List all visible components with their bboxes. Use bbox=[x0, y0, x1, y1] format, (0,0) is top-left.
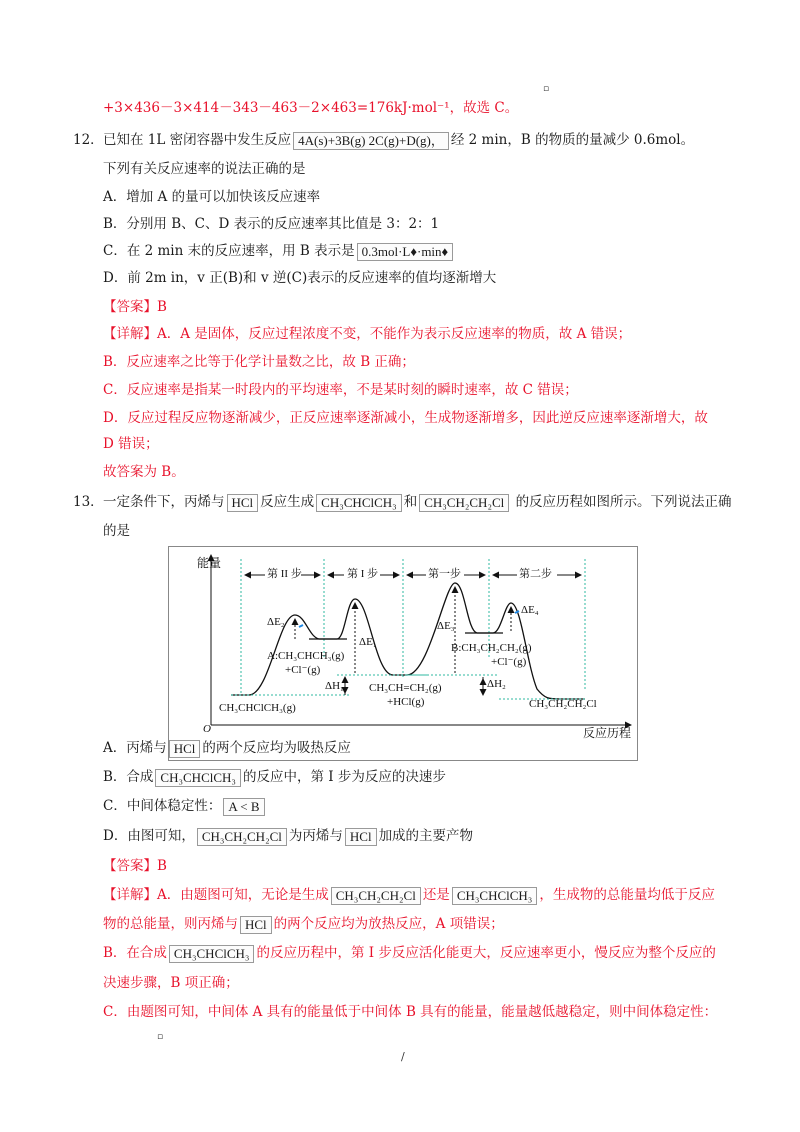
q12-explanation-3: C．反应速率是指某一时段内的平均速率，不是某时刻的瞬时速率，故 C 错误； bbox=[103, 382, 578, 398]
q13-exp1-text2: 还是 bbox=[422, 887, 450, 903]
q12-explanation-5: D 错误； bbox=[103, 436, 159, 452]
q12-text-b: 经 2 min，B 的物质的量减少 0.6mol。 bbox=[450, 132, 695, 148]
step-label-ii: 第 II 步 bbox=[267, 568, 302, 580]
q12-explanation-4: D．反应过程反应物逐渐减少，正反应速率逐渐减小，生成物逐渐增多，因此逆反应速率逐渐增大，故 bbox=[103, 410, 708, 426]
q12-text-a: 已知在 1L 密闭容器中发生反应 bbox=[103, 132, 292, 148]
x-axis-label: 反应历程 bbox=[583, 726, 632, 740]
q13-option-a-text1: A．丙烯与 bbox=[103, 740, 167, 756]
intermediate-a-line2: +Cl⁻(g) bbox=[285, 664, 321, 676]
product-1-box: CH₃CHClCH₃ bbox=[316, 494, 402, 512]
label-de2: ΔE₂ bbox=[267, 616, 285, 628]
q13-option-c bbox=[103, 796, 267, 816]
q13-option-d-text1: D．由图可知， bbox=[103, 828, 195, 844]
q13-exp3-text1: B．在合成 bbox=[103, 945, 167, 961]
q12-option-c-text: C．在 2 min 末的反应速率，用 B 表示是 bbox=[103, 243, 355, 259]
reaction-energy-diagram bbox=[168, 546, 638, 761]
q13-exp1-formula-a: CH₃CH₂CH₂Cl bbox=[331, 887, 421, 905]
q13-option-c-box: A < B bbox=[223, 798, 264, 816]
q12-answer: 【答案】B bbox=[103, 299, 167, 315]
q13-exp2-hcl: HCl bbox=[240, 916, 272, 934]
q13-number: 13． bbox=[73, 494, 104, 510]
q12-number: 12． bbox=[73, 132, 104, 148]
intermediate-a-line1: A:CH₃CHCH₃(g) bbox=[267, 650, 345, 662]
q12-option-b: B．分别用 B、C、D 表示的反应速率其比值是 3：2：1 bbox=[103, 216, 440, 232]
label-dh1: ΔH₁ bbox=[325, 680, 344, 692]
diagram-labels bbox=[219, 604, 597, 714]
q13-option-d bbox=[103, 826, 473, 846]
origin-label: O bbox=[203, 723, 211, 735]
q13-exp3-text2: 的反应历程中，第 I 步反应活化能更大，反应速率更小，慢反应为整个反应的 bbox=[256, 945, 716, 961]
q13-option-b-formula: CH₃CHClCH₃ bbox=[155, 769, 241, 787]
q12-equation-box: 4A(s)+3B(g) 2C(g)+D(g)， bbox=[293, 132, 449, 150]
q12-explanation-2: B．反应速率之比等于化学计量数之比，故 B 正确； bbox=[103, 354, 415, 370]
q13-exp1-text1: 【详解】A．由题图可知，无论是生成 bbox=[103, 887, 329, 903]
product-2-box: CH₃CH₂CH₂Cl bbox=[419, 494, 509, 512]
q13-text-d: 的反应历程如图所示。下列说法正确 bbox=[515, 494, 732, 510]
q13-exp3-formula: CH₃CHClCH₃ bbox=[169, 945, 255, 963]
step-label-first: 第一步 bbox=[428, 568, 461, 580]
q13-exp1-formula-b: CH₃CHClCH₃ bbox=[452, 887, 538, 905]
q13-answer: 【答案】B bbox=[103, 858, 167, 874]
previous-answer-line: +3×436－3×414－343－463－2×463=176kJ·mol⁻¹，故选 C。 bbox=[103, 100, 519, 116]
q12-option-c bbox=[103, 241, 455, 261]
energy-profile-svg bbox=[169, 547, 637, 760]
label-de1: ΔE₁ bbox=[359, 636, 377, 648]
step-labels bbox=[265, 565, 557, 580]
q13-option-b-text1: B．合成 bbox=[103, 769, 154, 785]
middle-species-line2: +HCl(g) bbox=[387, 696, 425, 708]
q12-option-c-box: 0.3mol·L♦·min♦ bbox=[357, 243, 454, 261]
q12-stem-line2: 下列有关反应速率的说法正确的是 bbox=[103, 161, 306, 177]
q13-exp2-text2: 的两个反应均为放热反应，A 项错误； bbox=[273, 916, 504, 932]
species-left: CH₃CHClCH₃(g) bbox=[219, 702, 296, 714]
q13-stem bbox=[73, 492, 732, 512]
q13-option-d-formula: CH₃CH₂CH₂Cl bbox=[197, 828, 287, 846]
label-de4: ΔE₄ bbox=[521, 604, 539, 616]
label-dh2: ΔH₂ bbox=[487, 678, 506, 690]
q13-text-b: 反应生成 bbox=[260, 494, 315, 510]
q13-explanation-2 bbox=[103, 914, 504, 934]
species-right: CH₃CH₂CH₂Cl bbox=[529, 698, 597, 710]
q13-option-d-text3: 加成的主要产物 bbox=[378, 828, 474, 844]
y-axis-label: 能量 bbox=[197, 556, 222, 570]
label-de3: ΔE₃ bbox=[437, 620, 455, 632]
q13-explanation-3 bbox=[103, 943, 716, 963]
q13-option-a-text2: 的两个反应均为吸热反应 bbox=[202, 740, 351, 756]
q13-text-c: 和 bbox=[403, 494, 418, 510]
q13-option-d-hcl: HCl bbox=[345, 828, 377, 846]
q13-option-d-text2: 为丙烯与 bbox=[288, 828, 343, 844]
intermediate-b-line2: +Cl⁻(g) bbox=[491, 656, 527, 668]
bottom-corner-mark: ▫ bbox=[157, 1032, 164, 1042]
q13-explanation-4: 决速步骤，B 项正确； bbox=[103, 975, 239, 991]
hcl-box: HCl bbox=[227, 494, 259, 512]
q12-stem bbox=[73, 130, 694, 150]
intermediate-b-line1: B:CH₃CH₂CH₂(g) bbox=[451, 642, 532, 654]
q13-exp1-text3: ，生成物的总能量均低于反应 bbox=[539, 887, 715, 903]
step-label-i: 第 I 步 bbox=[347, 568, 379, 580]
q13-stem-line2: 的是 bbox=[103, 523, 130, 539]
page-mark: / bbox=[401, 1050, 405, 1063]
q13-explanation-1 bbox=[103, 885, 715, 905]
step-label-second: 第二步 bbox=[519, 568, 552, 580]
blue-tick-marks bbox=[299, 611, 519, 627]
q12-explanation-1: 【详解】A．A 是固体，反应过程浓度不变，不能作为表示反应速率的物质，故 A 错误； bbox=[103, 326, 632, 342]
q12-explanation-6: 故答案为 B。 bbox=[103, 464, 185, 480]
q13-option-a-hcl: HCl bbox=[169, 740, 201, 758]
q13-option-b bbox=[103, 767, 446, 787]
middle-species-line1: CH₃CH=CH₂(g) bbox=[369, 682, 442, 694]
q12-option-d: D．前 2m in，v 正(B)和 v 逆(C)表示的反应速率的值均逐渐增大 bbox=[103, 270, 497, 286]
q13-explanation-5: C．由题图可知，中间体 A 具有的能量低于中间体 B 具有的能量，能量越低越稳定，则中间体稳定性： bbox=[103, 1004, 718, 1020]
q12-option-a: A．增加 A 的量可以加快该反应速率 bbox=[103, 189, 321, 205]
q13-option-a bbox=[103, 738, 351, 758]
q13-exp2-text1: 物的总能量，则丙烯与 bbox=[103, 916, 238, 932]
q13-option-c-text: C．中间体稳定性： bbox=[103, 798, 222, 814]
q13-option-b-text2: 的反应中，第 I 步为反应的决速步 bbox=[242, 769, 446, 785]
corner-mark: ▫ bbox=[543, 84, 550, 94]
q13-text-a: 一定条件下，丙烯与 bbox=[103, 494, 225, 510]
